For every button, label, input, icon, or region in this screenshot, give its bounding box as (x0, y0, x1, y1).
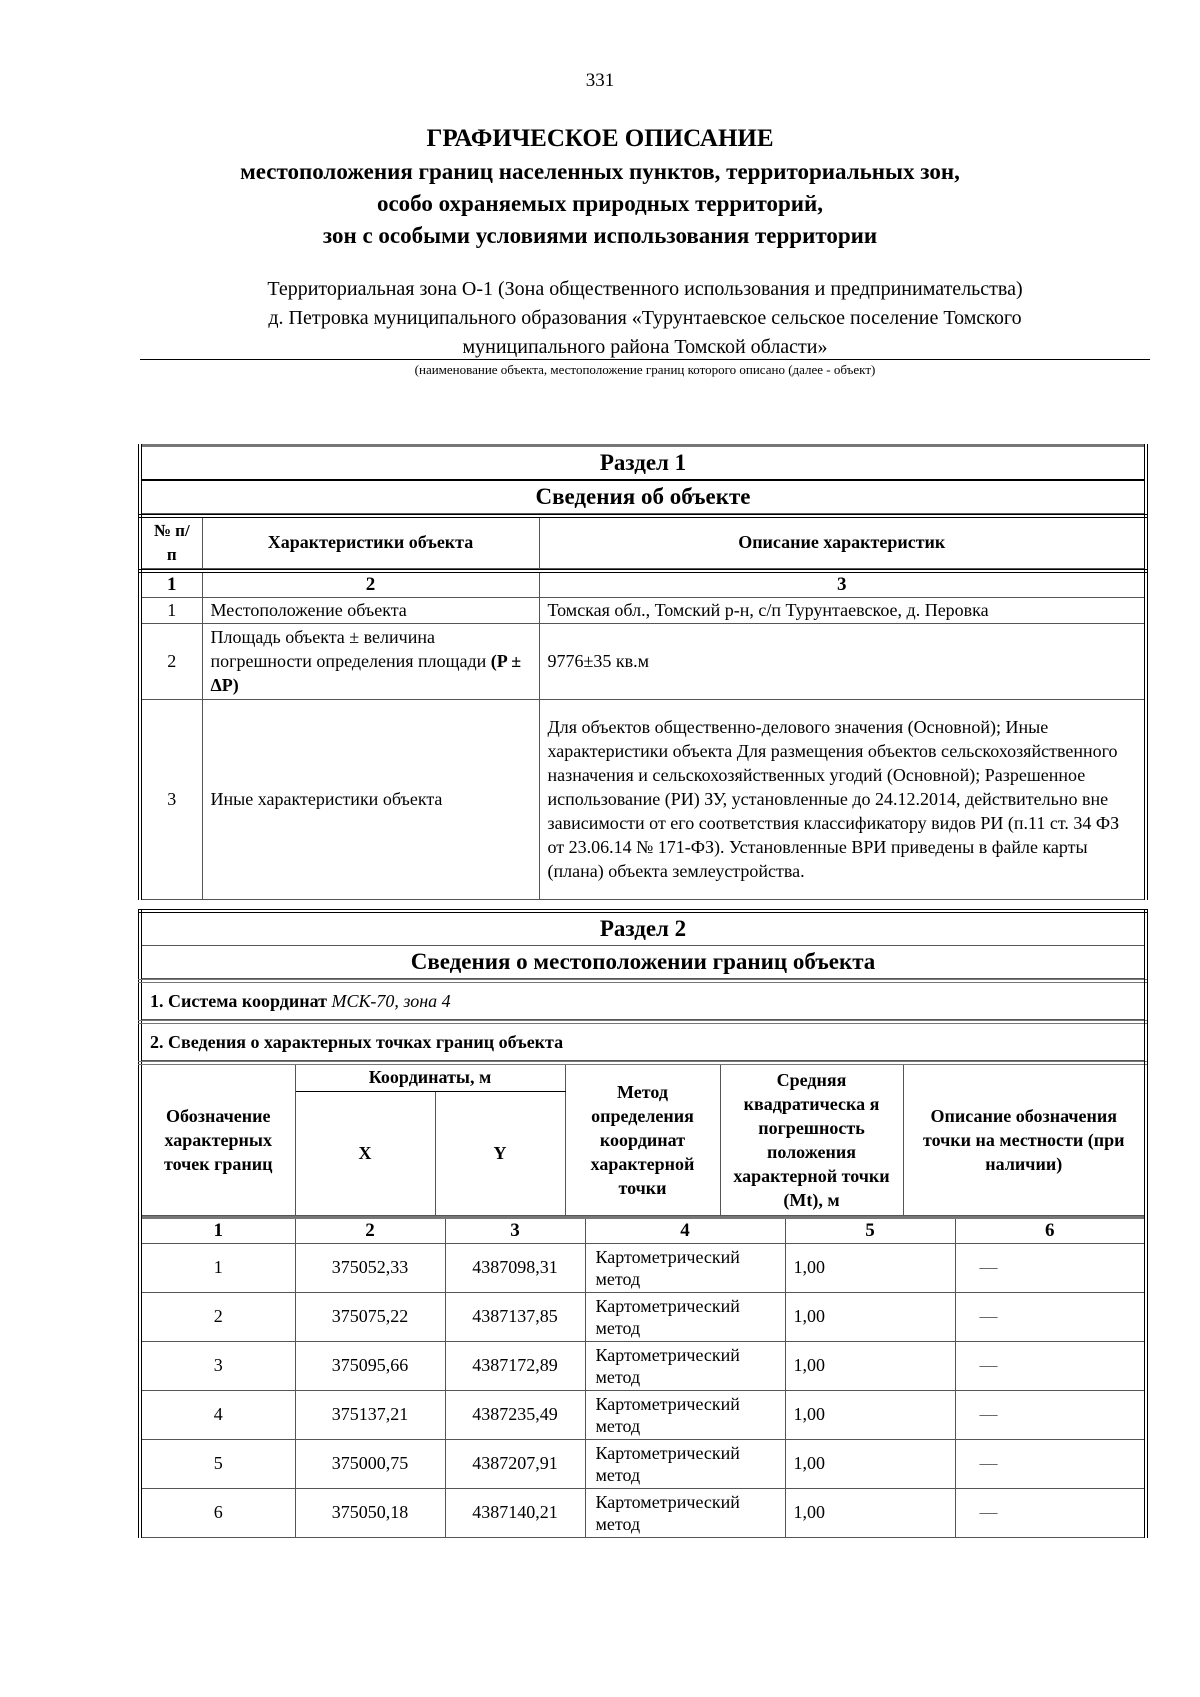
coord-system-label: 1. Система координат (150, 990, 327, 1011)
table-row (140, 1390, 1146, 1439)
object-line: Территориальная зона О-1 (Зона общественного использования и предпринимательства) (267, 278, 1023, 300)
header-y: Y (435, 1091, 565, 1215)
point-x: 375075,22 (295, 1292, 445, 1341)
point-y: 4387098,31 (445, 1243, 585, 1292)
section1-title: Раздел 1 (140, 446, 1146, 481)
row-characteristic-text: Площадь объекта ± величина погрешности определения площади (210, 627, 487, 671)
table-row (140, 699, 1146, 899)
point-y: 4387137,85 (445, 1292, 585, 1341)
points-label: 2. Сведения о характерных точках границ объекта (140, 1022, 1146, 1061)
object-line: муниципального района Томской области» (462, 336, 828, 358)
header-desc: Описание обозначения точки на местности (при наличии) (903, 1063, 1146, 1215)
point-x: 375052,33 (295, 1243, 445, 1292)
point-x: 375095,66 (295, 1341, 445, 1390)
col-number: 5 (785, 1217, 955, 1243)
point-desc: — (955, 1439, 1146, 1488)
section1-table (138, 444, 1148, 900)
page-number: 331 (585, 70, 615, 91)
point-y: 4387140,21 (445, 1488, 585, 1537)
header-x: X (295, 1091, 435, 1215)
table-row (140, 1341, 1146, 1390)
area-formula: (P ± ΔP) (210, 651, 522, 695)
header-method: Метод определения координат характерной точки (565, 1063, 720, 1215)
point-method: Картометрический метод (585, 1439, 785, 1488)
point-id: 6 (140, 1488, 295, 1537)
row-value: Томская обл., Томский р-н, с/п Турунтаевское, д. Перовка (539, 597, 1146, 623)
point-desc: — (955, 1243, 1146, 1292)
point-id: 4 (140, 1390, 295, 1439)
table-row (140, 1488, 1146, 1537)
point-x: 375050,18 (295, 1488, 445, 1537)
coord-system-value: МСК-70, зона 4 (331, 990, 451, 1011)
col-number: 2 (295, 1217, 445, 1243)
point-x: 375137,21 (295, 1390, 445, 1439)
title-line: местоположения границ населенных пунктов, территориальных зон, (240, 159, 960, 184)
point-y: 4387172,89 (445, 1341, 585, 1390)
row-number: 3 (140, 699, 202, 899)
point-method: Картометрический метод (585, 1341, 785, 1390)
row-value: Для объектов общественно-делового значения (Основной); Иные характеристики объекта Для размещения объектов сельскохозяйственного назначения и сельскохозяйственных угодий (Основной); Разрешенное использование (РИ) ЗУ, установленные до 24.12.2014, действительно вне зависимости от его соответствия классификатору видов РИ (п.11 ст. 34 ФЗ от 23.06.14 № 171-ФЗ). Установленные ВРИ приведены в файле карты (плана) объекта землеустройства. (539, 699, 1146, 899)
point-x: 375000,75 (295, 1439, 445, 1488)
row-characteristic: Местоположение объекта (202, 597, 539, 623)
section1-subtitle: Сведения об объекте (140, 480, 1146, 514)
col-number: 1 (140, 1217, 295, 1243)
point-y: 4387235,49 (445, 1390, 585, 1439)
col-number: 4 (585, 1217, 785, 1243)
coord-system-row (140, 981, 1146, 1020)
section2-title: Раздел 2 (140, 911, 1146, 946)
point-id: 1 (140, 1243, 295, 1292)
point-desc: — (955, 1341, 1146, 1390)
point-method: Картометрический метод (585, 1243, 785, 1292)
table-row (140, 623, 1146, 699)
header-coords: Координаты, м (295, 1063, 565, 1091)
table-row (140, 597, 1146, 623)
row-number: 1 (140, 597, 202, 623)
row-value: 9776±35 кв.м (539, 623, 1146, 699)
row-number: 2 (140, 623, 202, 699)
row-characteristic (202, 623, 539, 699)
header-characteristic: Характеристики объекта (202, 516, 539, 568)
point-method: Картометрический метод (585, 1390, 785, 1439)
title-line: зон с особыми условиями использования территории (322, 223, 878, 248)
document-title (0, 122, 1200, 252)
point-error: 1,00 (785, 1292, 955, 1341)
point-error: 1,00 (785, 1243, 955, 1292)
point-desc: — (955, 1488, 1146, 1537)
point-error: 1,00 (785, 1341, 955, 1390)
point-method: Картометрический метод (585, 1488, 785, 1537)
row-characteristic: Иные характеристики объекта (202, 699, 539, 899)
header-error: Средняя квадратическа я погрешность положения характерной точки (Mt), м (720, 1063, 903, 1215)
section2-subtitle: Сведения о местоположении границ объекта (140, 946, 1146, 979)
col-number: 1 (140, 571, 202, 598)
point-id: 2 (140, 1292, 295, 1341)
header-number: № п/п (140, 516, 202, 568)
point-desc: — (955, 1390, 1146, 1439)
section2-table (138, 909, 1148, 1538)
point-error: 1,00 (785, 1488, 955, 1537)
point-desc: — (955, 1292, 1146, 1341)
col-number: 3 (539, 571, 1146, 598)
object-name (140, 275, 1150, 362)
point-id: 3 (140, 1341, 295, 1390)
table-row (140, 1243, 1146, 1292)
col-number: 3 (445, 1217, 585, 1243)
title-line: особо охраняемых природных территорий, (376, 191, 824, 216)
point-error: 1,00 (785, 1390, 955, 1439)
col-number: 2 (202, 571, 539, 598)
object-line: д. Петровка муниципального образования «Турунтаевское сельское поселение Томского (268, 307, 1022, 329)
header-point: Обозначение характерных точек границ (140, 1063, 295, 1215)
point-method: Картометрический метод (585, 1292, 785, 1341)
point-id: 5 (140, 1439, 295, 1488)
object-caption: (наименование объекта, местоположение границ которого описано (далее - объект) (414, 362, 876, 377)
header-description: Описание характеристик (539, 516, 1146, 568)
point-y: 4387207,91 (445, 1439, 585, 1488)
object-underline (140, 359, 1150, 360)
table-row (140, 1439, 1146, 1488)
point-error: 1,00 (785, 1439, 955, 1488)
col-number: 6 (955, 1217, 1146, 1243)
title-main: ГРАФИЧЕСКОЕ ОПИСАНИЕ (426, 125, 774, 152)
table-row (140, 1292, 1146, 1341)
